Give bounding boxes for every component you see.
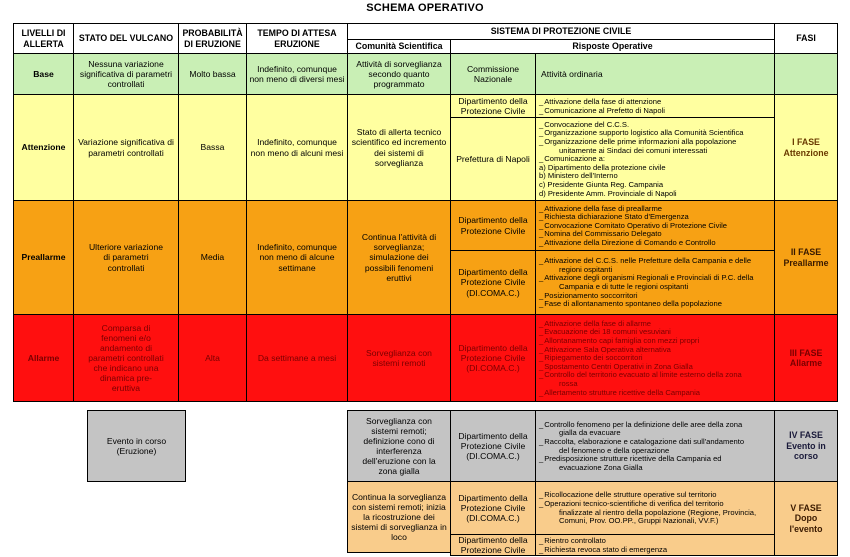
response-item: _ Fase di allontanamento spontaneo della popolazione (539, 300, 722, 309)
response-item: _ Spostamento Centri Operativi in Zona Gialla (539, 363, 693, 372)
risposte-post-dicomac (535, 481, 775, 535)
response-item: Comuni, Prov. OO.PP., Gruppi Nazionali, VV.F.) (559, 516, 719, 526)
evento-in-corso: Evento in corso (Eruzione) (87, 410, 186, 482)
response-item: _ Nomina del Commissario Delegato (539, 230, 662, 239)
risposte-preallarme-dicomac (535, 250, 775, 315)
fase-base (774, 53, 838, 95)
response-item: finalizzate al rientro della popolazione (Regione, Provincia, (559, 507, 757, 517)
fase-allarme: III FASE Allarme (774, 314, 838, 402)
prob-preallarme: Media (178, 200, 247, 315)
response-item: _ Allertamento strutture ricettive della Campania (539, 389, 700, 398)
response-item: _ Raccolta, elaborazione e catalogazione dati sull'andamento (539, 438, 744, 447)
response-item: c) Presidente Giunta Reg. Campania (539, 179, 664, 189)
response-item: del fenomeno e della operazione (559, 445, 670, 455)
comunita-preallarme: Continua l'attività di sorveglianza; simulazione dei possibili fenomeni eruttivi (347, 200, 451, 315)
response-item: gialla da evacuare (559, 428, 621, 438)
response-item: _ Ripiegamento dei soccorritori (539, 354, 643, 363)
response-item: _ Attivazione del C.C.S. nelle Prefetture della Campania e delle (539, 257, 751, 266)
level-preallarme: Preallarme (13, 200, 74, 315)
page-title: SCHEMA OPERATIVO (366, 2, 484, 14)
header-probabilita: PROBABILITÀ DI ERUZIONE (178, 23, 247, 54)
response-item: a) Dipartimento della protezione civile (539, 162, 666, 172)
response-item: Attività ordinaria (541, 68, 603, 79)
stato-preallarme: Ulteriore variazione di parametri controllati (73, 200, 179, 315)
response-item: rossa (559, 378, 578, 388)
risposte-allarme (535, 314, 775, 402)
comunita-allarme: Sorveglianza con sistemi remoti (347, 314, 451, 402)
tempo-allarme: Da settimane a mesi (246, 314, 348, 402)
org-attenzione-prefettura: Prefettura di Napoli (450, 117, 536, 201)
tempo-preallarme: Indefinito, comunque non meno di alcune settimane (246, 200, 348, 315)
risposte-attenzione-prefettura (535, 117, 775, 201)
response-item: _ Comunicazione a: (539, 155, 605, 164)
comunita-base: Attività di sorveglianza secondo quanto programmato (347, 53, 451, 95)
org-preallarme-dpc: Dipartimento della Protezione Civile (450, 200, 536, 251)
stato-allarme: Comparsa di fenomeni e/o andamento di parametri controllati che indicano una dinamica pre-eruttiva (73, 314, 179, 402)
response-item: _ Allontanamento capi famiglia con mezzi propri (539, 337, 699, 346)
org-attenzione-dpc: Dipartimento della Protezione Civile (450, 94, 536, 118)
response-item: _ Richiesta revoca stato di emergenza (539, 546, 667, 555)
header-comunita: Comunità Scientifica (347, 39, 451, 54)
response-item: _ Comunicazione al Prefetto di Napoli (539, 107, 665, 116)
response-item: _ Rientro controllato (539, 537, 606, 546)
risposte-base (535, 53, 775, 95)
fase-attenzione: I FASE Attenzione (774, 94, 838, 201)
header-stato: STATO DEL VULCANO (73, 23, 179, 54)
response-item: _ Richiesta dichiarazione Stato d'Emergenza (539, 213, 689, 222)
response-item: regioni ospitanti (559, 264, 613, 274)
response-item: _ Ricollocazione delle strutture operative sul territorio (539, 491, 716, 500)
stato-base: Nessuna variazione significativa di parametri controllati (73, 53, 179, 95)
org-allarme: Dipartimento della Protezione Civile (DI.COMA.C.) (450, 314, 536, 402)
level-base: Base (13, 53, 74, 95)
prob-allarme: Alta (178, 314, 247, 402)
response-item: _ Controllo fenomeno per la definizione delle aree della zona (539, 421, 742, 430)
risposte-eruzione (535, 410, 775, 482)
fase-eruzione: IV FASE Evento in corso (774, 410, 838, 482)
response-item: _ Controllo del territorio evacuato al limite esterno della zona (539, 371, 742, 380)
response-item: _ Organizzazione delle prime informazioni alla popolazione (539, 138, 736, 147)
header-tempo: TEMPO DI ATTESA ERUZIONE (246, 23, 348, 54)
response-item: b) Ministero dell'Interno (539, 171, 618, 181)
comunita-attenzione: Stato di allerta tecnico scientifico ed incremento dei sistemi di sorveglianza (347, 94, 451, 201)
header-livelli: LIVELLI DI ALLERTA (13, 23, 74, 54)
response-item: unitamente ai Sindaci dei comuni interessati (559, 145, 708, 155)
header-risposte: Risposte Operative (450, 39, 775, 54)
org-base: Commissione Nazionale (450, 53, 536, 95)
risposte-preallarme-dpc (535, 200, 775, 251)
header-fasi: FASI (774, 23, 838, 54)
org-post-dicomac: Dipartimento della Protezione Civile (DI.COMA.C.) (450, 481, 536, 535)
org-preallarme-dicomac: Dipartimento della Protezione Civile (DI.COMA.C.) (450, 250, 536, 315)
tempo-attenzione: Indefinito, comunque non meno di alcuni mesi (246, 94, 348, 201)
risposte-post-dpc (535, 534, 775, 556)
comunita-post: Continua la sorveglianza con sistemi remoti; inizia la ricostruzione dei sistemi di sorveglianza in loco (347, 481, 451, 553)
response-item: _ Organizzazione supporto logistico alla Comunità Scientifica (539, 129, 743, 138)
response-item: evacuazione Zona Gialla (559, 462, 643, 472)
response-item: _ Posizionamento soccorritori (539, 292, 638, 301)
response-item: _ Attivazione Sala Operativa alternativa (539, 346, 671, 355)
response-item: _ Attivazione della fase di allarme (539, 320, 651, 329)
fase-post: V FASE Dopo l'evento (774, 481, 838, 556)
response-item: Campania e di tutte le regioni ospitanti (559, 282, 689, 291)
response-item: _ Evacuazione dei 18 comuni vesuviani (539, 328, 671, 337)
fase-preallarme: II FASE Preallarme (774, 200, 838, 315)
response-item: _ Operazioni tecnico-scientifiche di verifica del territorio (539, 500, 724, 509)
response-item: _ Attivazione della fase di preallarme (539, 205, 662, 214)
tempo-base: Indefinito, comunque non meno di diversi mesi (246, 53, 348, 95)
org-eruzione: Dipartimento della Protezione Civile (DI.COMA.C.) (450, 410, 536, 482)
response-item: _ Convocazione del C.C.S. (539, 121, 629, 130)
response-item: d) Presidente Amm. Provinciale di Napoli (539, 188, 677, 198)
level-allarme: Allarme (13, 314, 74, 402)
prob-base: Molto bassa (178, 53, 247, 95)
level-attenzione: Attenzione (13, 94, 74, 201)
org-post-dpc: Dipartimento della Protezione Civile (450, 534, 536, 556)
comunita-eruzione: Sorveglianza con sistemi remoti; definizione cono di interferenza dell'eruzione con la zona gialla (347, 410, 451, 482)
response-item: _ Predisposizione strutture ricettive della Campania ed (539, 455, 722, 464)
stato-attenzione: Variazione significativa di parametri controllati (73, 94, 179, 201)
header-sistema: SISTEMA DI PROTEZIONE CIVILE (347, 23, 775, 40)
response-item: _ Convocazione Comitato Operativo di Protezione Civile (539, 222, 727, 231)
prob-attenzione: Bassa (178, 94, 247, 201)
response-item: _ Attivazione della fase di attenzione (539, 98, 661, 107)
response-item: _ Attivazione della Direzione di Comando e Controllo (539, 239, 716, 248)
response-item: _ Attivazione degli organismi Regionali e Provinciali di P.C. della (539, 274, 753, 283)
risposte-attenzione-dpc (535, 94, 775, 118)
